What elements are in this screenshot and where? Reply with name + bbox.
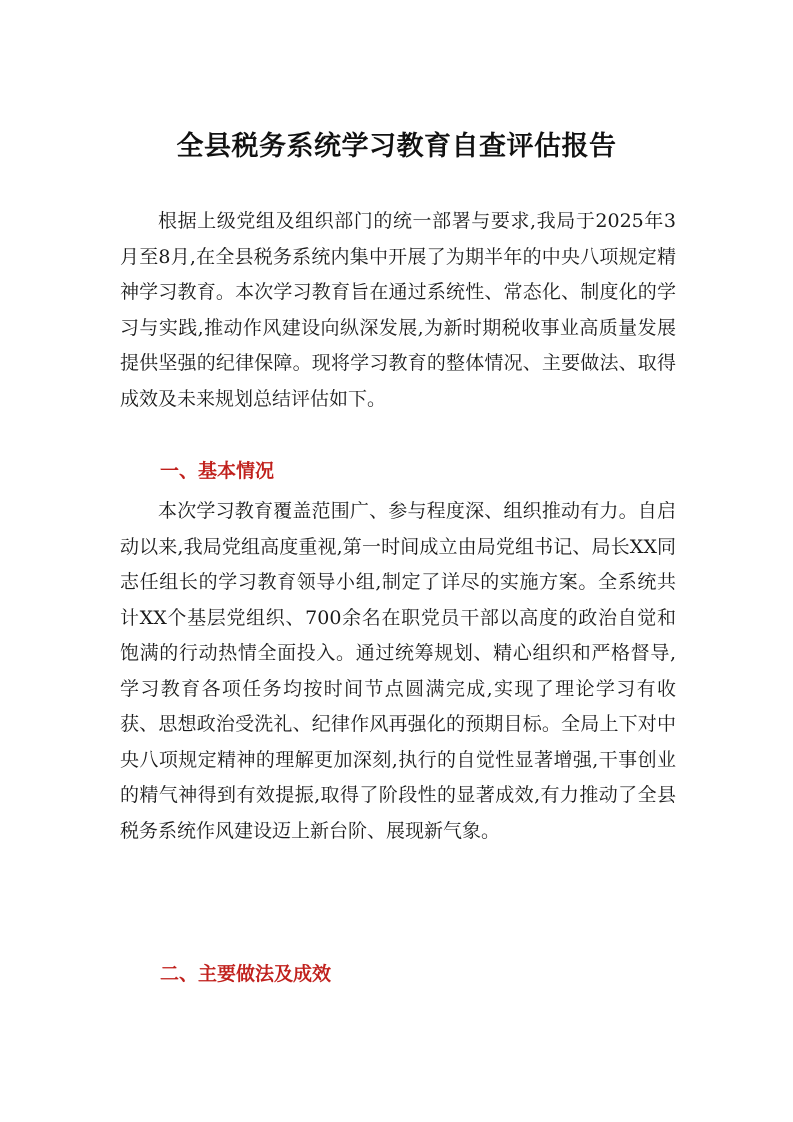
section-heading-measures: 二、主要做法及成效 — [160, 963, 332, 985]
basic-situation-paragraph: 本次学习教育覆盖范围广、参与程度深、组织推动有力。自启动以来,我局党组高度重视,第一时间成立由局党组书记、局长XX同志任组长的学习教育领导小组,制定了详尽的实施方案。全系统共计XX个基层党组织、700余名在职党员干部以高度的政治自觉和饱满的行动热情全面投入。通过统筹规划、精心组织和严格督导,学习教育各项任务均按时间节点圆满完成,实现了理论学习有收获、思想政治受洗礼、纪律作风再强化的预期目标。全局上下对中央八项规定精神的理解更加深刻,执行的自觉性显著增强,干事创业的精气神得到有效提振,取得了阶段性的显著成效,有力推动了全县税务系统作风建设迈上新台阶、展现新气象。 — [120, 500, 676, 842]
intro-paragraph: 根据上级党组及组织部门的统一部署与要求,我局于2025年3月至8月,在全县税务系统内集中开展了为期半年的中央八项规定精神学习教育。本次学习教育旨在通过系统性、常态化、制度化的学习与实践,推动作风建设向纵深发展,为新时期税收事业高质量发展提供坚强的纪律保障。现将学习教育的整体情况、主要做法、取得成效及未来规划总结评估如下。 — [120, 210, 676, 410]
section-heading-basic: 一、基本情况 — [160, 460, 275, 482]
document-title: 全县税务系统学习教育自查评估报告 — [176, 131, 617, 162]
